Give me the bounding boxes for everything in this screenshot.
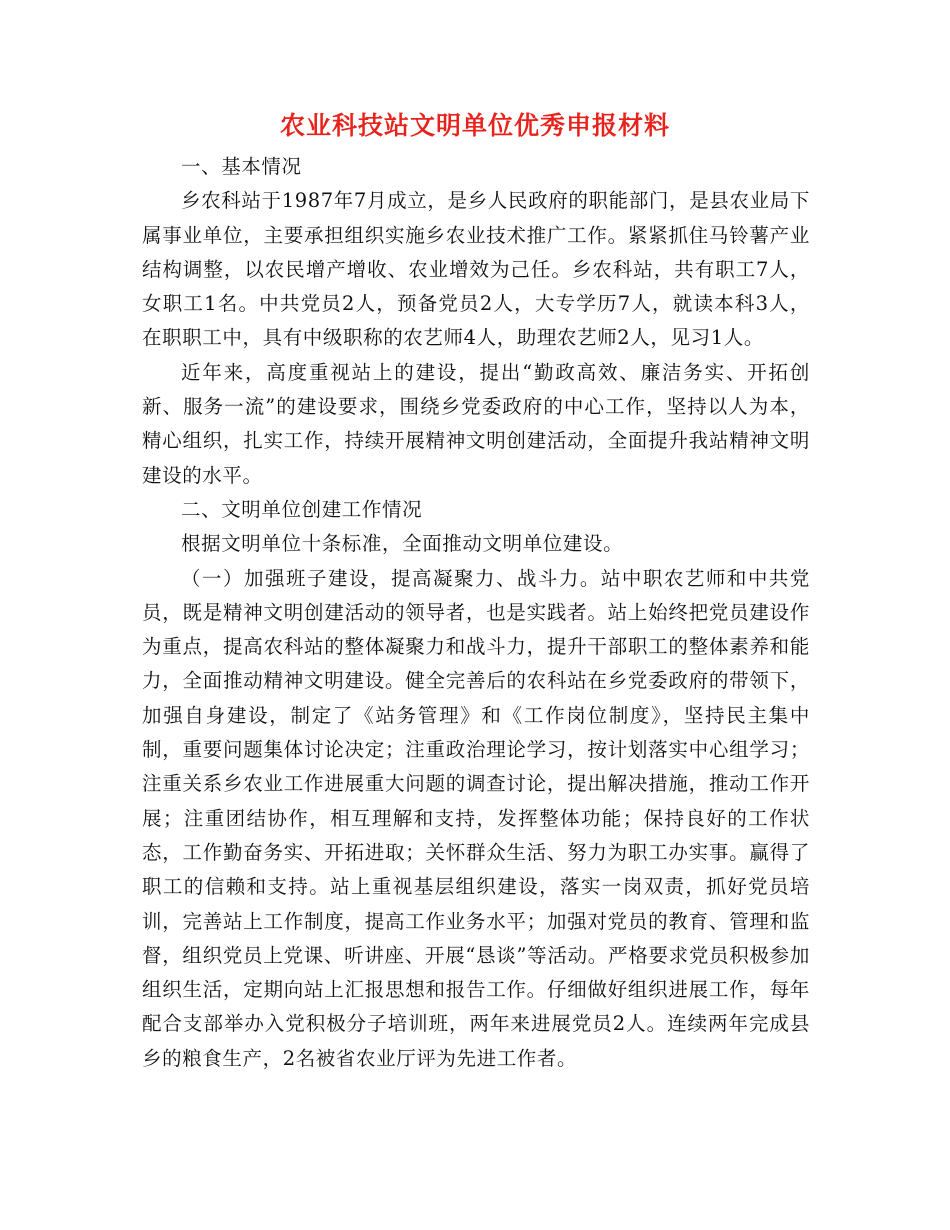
paragraph-station-overview: 乡农科站于1987年7月成立，是乡人民政府的职能部门，是县农业局下属事业单位，主要承担组织实施乡农业技术推广工作。紧紧抓住马铃薯产业结构调整，以农民增产增收、农业增效为己任。乡农科站，共有职工7人，女职工1名。中共党员2人，预备党员2人，大专学历7人，就读本科3人，在职职工中，具有中级职称的农艺师4人，助理农艺师2人，见习1人。 [142, 189, 810, 350]
section-heading-creation-work: 二、文明单位创建工作情况 [181, 497, 423, 521]
document-body [142, 150, 810, 1076]
paragraph-recent-years: 近年来，高度重视站上的建设，提出“勤政高效、廉洁务实、开拓创新、服务一流”的建设要求，围绕乡党委政府的中心工作，坚持以人为本，精心组织，扎实工作，持续开展精神文明创建活动，全面提升我站精神文明建设的水平。 [142, 360, 810, 487]
paragraph-team-building: （一）加强班子建设，提高凝聚力、战斗力。站中职农艺师和中共党员，既是精神文明创建活动的领导者，也是实践者。站上始终把党员建设作为重点，提高农科站的整体凝聚力和战斗力，提升干部职工的整体素养和能力，全面推动精神文明建设。健全完善后的农科站在乡党委政府的带领下，加强自身建设，制定了《站务管理》和《工作岗位制度》，坚持民主集中制，重要问题集体讨论决定；注重政治理论学习，按计划落实中心组学习；注重关系乡农业工作进展重大问题的调查讨论，提出解决措施，推动工作开展；注重团结协作，相互理解和支持，发挥整体功能；保持良好的工作状态，工作勤奋务实、开拓进取；关怀群众生活、努力为职工办实事。赢得了职工的信赖和支持。站上重视基层组织建设，落实一岗双责，抓好党员培训，完善站上工作制度，提高工作业务水平；加强对党员的教育、管理和监督，组织党员上党课、听讲座、开展“恳谈”等活动。严格要求党员积极参加组织生活，定期向站上汇报思想和报告工作。仔细做好组织进展工作，每年配合支部举办入党积极分子培训班，两年来进展党员2人。连续两年完成县乡的粮食生产，2名被省农业厅评为先进工作者。 [142, 566, 810, 1070]
section-heading-basic-info: 一、基本情况 [181, 155, 302, 178]
paragraph-ten-standards: 根据文明单位十条标准，全面推动文明单位建设。 [181, 532, 624, 556]
document-title: 农业科技站文明单位优秀申报材料 [279, 111, 670, 140]
